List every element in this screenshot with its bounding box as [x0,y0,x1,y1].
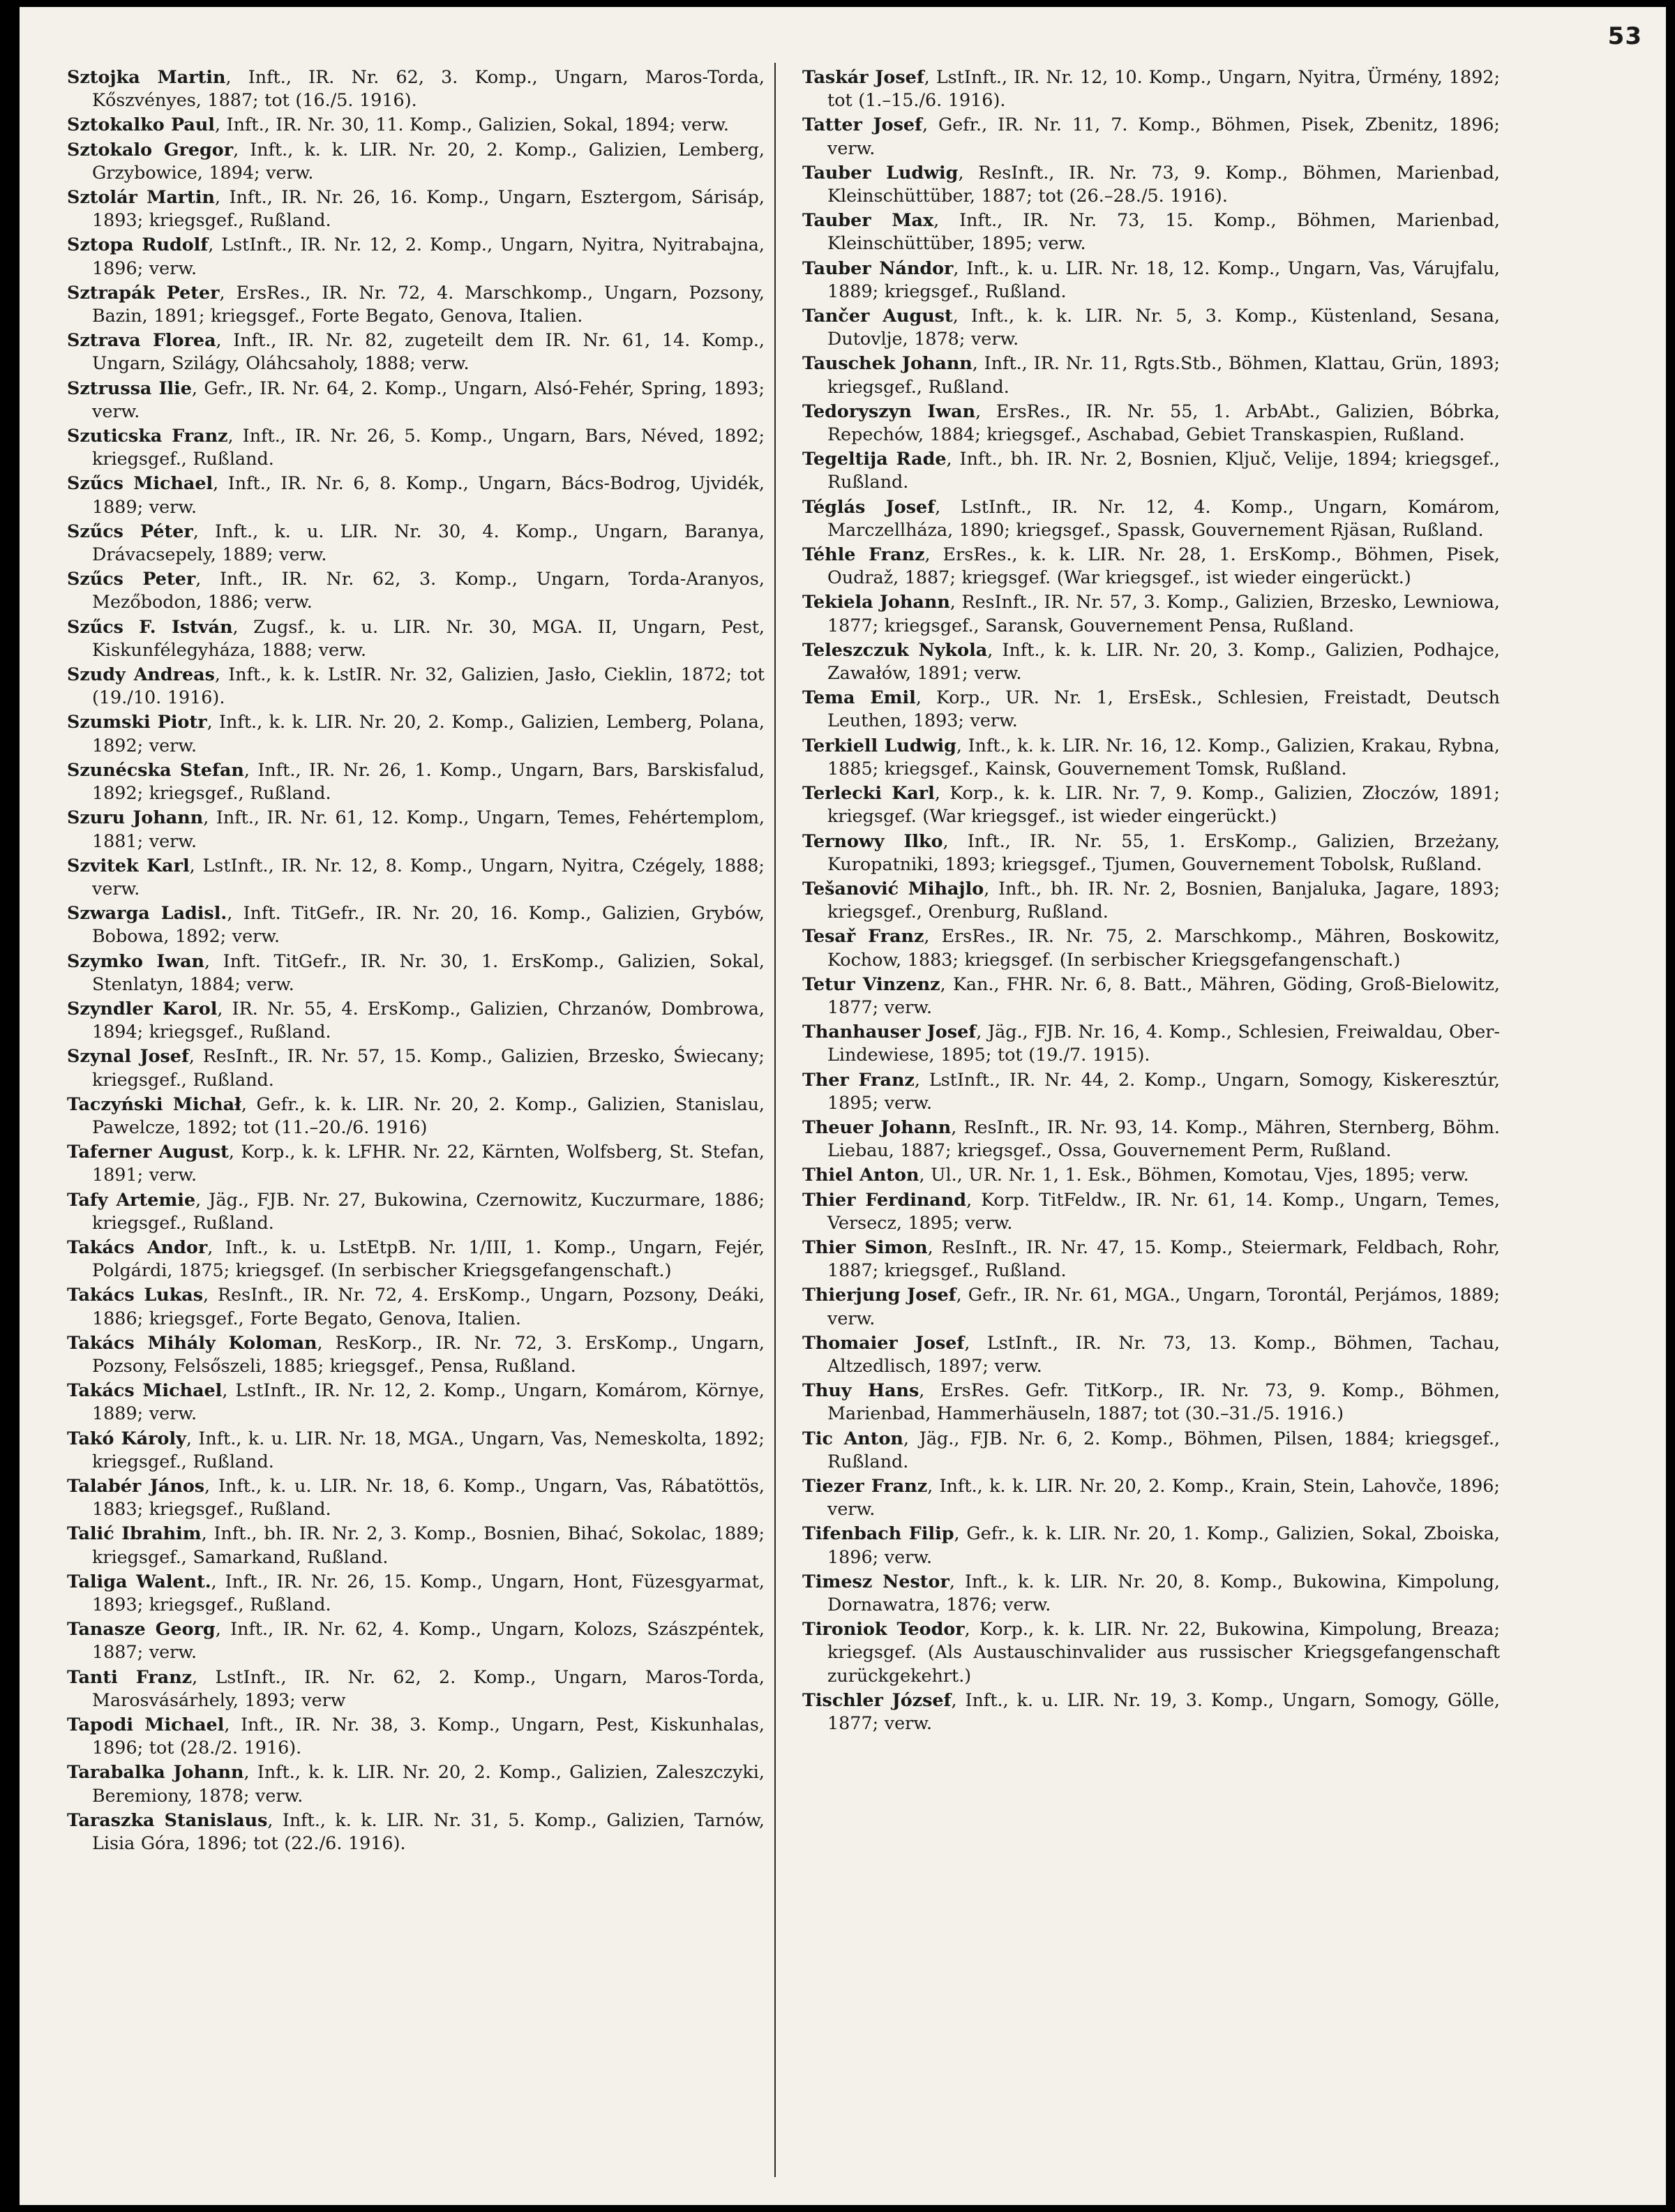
entry-details: , Korp., k. k. LIR. Nr. 22, Bukowina, Kimpolung, Breaza; kriegsgef. (Als Austauschinvalider aus russischer Kriegsgefangenschaft zurückgekehrt.) [827,1618,1500,1686]
entry-name: Sztrussa Ilie [67,377,192,398]
list-entry [802,1522,1500,1568]
entry-name: Takács Andor [67,1236,208,1257]
entry-name: Szuru Johann [67,807,204,828]
entry-name: Tatter Josef [802,114,922,135]
list-entry [802,782,1500,828]
entry-name: Sztojka Martin [67,66,226,87]
entry-details: , Inft., k. u. LIR. Nr. 19, 3. Komp., Ungarn, Somogy, Gölle, 1877; verw. [827,1689,1500,1734]
list-entry [802,495,1500,541]
list-entry [67,1713,765,1759]
entry-name: Szyndler Karol [67,997,218,1019]
entry-details: , ResInft., IR. Nr. 72, 4. ErsKomp., Ungarn, Pozsony, Deáki, 1886; kriegsgef., Forte Begato, Genova, Italien. [92,1284,765,1329]
entry-details: , Inft., k. k. LIR. Nr. 20, 8. Komp., Bukowina, Kimpolung, Dornawatra, 1876; verw. [827,1570,1501,1615]
entry-details: , ErsRes., k. k. LIR. Nr. 28, 1. ErsKomp., Böhmen, Pisek, Oudraž, 1887; kriegsgef. (War kriegsgef., ist wieder eingerückt.) [827,544,1500,588]
entry-details: , LstInft., IR. Nr. 12, 2. Komp., Ungarn, Komárom, Környe, 1889; verw. [92,1380,765,1424]
entry-details: , Inft. TitGefr., IR. Nr. 20, 16. Komp., Galizien, Grybów, Bobowa, 1892; verw. [92,902,765,947]
entry-name: Ternowy Ilko [802,830,943,851]
entry-details: , Inft., k. k. LIR. Nr. 31, 5. Komp., Galizien, Tarnów, Lisia Góra, 1896; tot (22./6. 1916). [92,1809,765,1854]
entry-name: Talabér János [67,1474,205,1496]
list-entry [67,424,765,470]
list-entry [67,1474,765,1520]
entry-name: Thier Simon [802,1236,928,1257]
entry-details: , ErsRes., IR. Nr. 75, 2. Marschkomp., Mähren, Boskowitz, Kochow, 1883; kriegsgef. (In serbischer Kriegsgefangenschaft.) [827,925,1500,970]
list-entry [67,472,765,518]
entry-name: Taraszka Stanislaus [67,1809,268,1830]
page-number: 53 [1607,22,1642,50]
entry-details: , LstInft., IR. Nr. 12, 10. Komp., Ungarn, Nyitra, Ürmény, 1892; tot (1.–15./6. 1916). [827,66,1501,111]
entry-name: Thomaier Josef [802,1331,965,1353]
list-entry [67,663,765,709]
entry-details: , Inft., k. k. LIR. Nr. 20, 2. Komp., Galizien, Lemberg, Grzybowice, 1894; verw. [92,138,765,183]
list-entry [67,1666,765,1712]
list-entry [802,1116,1500,1162]
entry-details: , ErsRes. Gefr. TitKorp., IR. Nr. 73, 9. Komp., Böhmen, Marienbad, Hammerhäuseln, 1887; tot (30.–31./5. 1916.) [827,1380,1500,1424]
entry-name: Takács Lukas [67,1284,204,1306]
entry-name: Tema Emil [802,687,916,708]
entry-details: , Inft., k. k. LIR. Nr. 20, 2. Komp., Galizien, Zaleszczyki, Beremiony, 1878; verw. [92,1761,765,1806]
entry-name: Sztrapák Peter [67,281,220,303]
entry-name: Thuy Hans [802,1380,919,1401]
entry-details: , LstInft., IR. Nr. 12, 2. Komp., Ungarn, Nyitra, Nyitrabajna, 1896; verw. [92,234,765,278]
entry-details: , ErsRes., IR. Nr. 55, 1. ArbAbt., Galizien, Bóbrka, Repechów, 1884; kriegsgef., Aschabad, Gebiet Transkaspien, Rußland. [827,400,1500,445]
entry-name: Tegeltija Rade [802,448,947,470]
entry-name: Szumski Piotr [67,711,207,733]
entry-name: Szunécska Stefan [67,758,244,780]
entry-details: , ResInft., IR. Nr. 57, 3. Komp., Galizien, Brzesko, Lewniowa, 1877; kriegsgef., Saransk, Gouvernement Pensa, Rußland. [827,591,1500,636]
entry-details: , Korp., k. k. LIR. Nr. 7, 9. Komp., Galizien, Złoczów, 1891; kriegsgef. (War kriegsgef., ist wieder eingerückt.) [827,782,1500,827]
entry-name: Tarabalka Johann [67,1761,244,1783]
entry-details: , Inft., k. u. LIR. Nr. 18, 6. Komp., Ungarn, Vas, Rábatöttös, 1883; kriegsgef., Rußland. [92,1474,765,1520]
list-entry [67,710,765,756]
entry-details: , Inft., IR. Nr. 73, 15. Komp., Böhmen, Marienbad, Kleinschüttüber, 1895; verw. [827,209,1500,254]
list-entry [802,1379,1500,1425]
entry-details: , ErsRes., IR. Nr. 72, 4. Marschkomp., Ungarn, Pozsony, Bazin, 1891; kriegsgef., Forte Begato, Genova, Italien. [92,281,765,327]
entry-name: Szvitek Karl [67,854,190,876]
entry-details: , Inft., k. k. LstIR. Nr. 32, Galizien, Jasło, Cieklin, 1872; tot (19./10. 1916). [92,664,765,708]
list-entry [67,66,765,112]
list-entry [802,1331,1500,1377]
list-entry [802,209,1500,255]
list-entry [802,1427,1500,1473]
entry-details: , Inft., IR. Nr. 6, 8. Komp., Ungarn, Bács-Bodrog, Ujvidék, 1889; verw. [92,472,765,517]
list-entry [67,1379,765,1425]
list-entry [67,1045,765,1091]
entry-details: , LstInft., IR. Nr. 44, 2. Komp., Ungarn, Somogy, Kiskeresztúr, 1895; verw. [827,1068,1500,1113]
entry-details: , Inft., IR. Nr. 62, 3. Komp., Ungarn, Maros-Torda, Kőszvényes, 1887; tot (16./5. 1916). [92,66,765,111]
entry-details: , Inft., k. u. LIR. Nr. 30, 4. Komp., Ungarn, Baranya, Drávacsepely, 1889; verw. [92,520,765,565]
list-entry [67,567,765,613]
list-entry [67,950,765,996]
entry-name: Takács Mihály Koloman [67,1331,317,1353]
entry-details: , Zugsf., k. u. LIR. Nr. 30, MGA. II, Ungarn, Pest, Kiskunfélegyháza, 1888; verw. [92,615,765,660]
entry-details: , LstInft., IR. Nr. 12, 8. Komp., Ungarn, Nyitra, Czégely, 1888; verw. [92,854,765,899]
entry-details: , Gefr., IR. Nr. 64, 2. Komp., Ungarn, Alsó-Fehér, Spring, 1893; verw. [92,377,765,421]
entry-name: Thiel Anton [802,1164,919,1186]
entry-name: Takó Károly [67,1427,186,1449]
list-entry [67,1283,765,1329]
entry-details: , Inft., k. u. LIR. Nr. 18, 12. Komp., Ungarn, Vas, Várujfalu, 1889; kriegsgef., Rußland. [827,257,1501,301]
list-entry [67,1761,765,1807]
entry-name: Szymko Iwan [67,950,205,971]
right-column [802,66,1500,1736]
list-entry [802,352,1500,398]
column-divider [774,63,776,2177]
list-entry [802,590,1500,636]
entry-details: , Inft., IR. Nr. 26, 16. Komp., Ungarn, Esztergom, Sárisáp, 1893; kriegsgef., Rußland. [92,186,765,231]
entry-name: Szynal Josef [67,1045,189,1067]
entry-details: , ResInft., IR. Nr. 93, 14. Komp., Mähren, Sternberg, Böhm. Liebau, 1887; kriegsgef., Ossa, Gouvernement Perm, Rußland. [827,1116,1501,1161]
entry-name: Sztokalo Gregor [67,138,234,160]
entry-name: Tančer August [802,305,953,327]
entry-name: Teleszczuk Nykola [802,638,988,660]
list-entry [802,830,1500,876]
list-entry [802,1236,1500,1282]
entry-name: Sztokalko Paul [67,114,215,135]
entry-name: Takács Michael [67,1380,223,1401]
list-entry [802,113,1500,159]
entry-details: , Kan., FHR. Nr. 6, 8. Batt., Mähren, Göding, Groß-Bielowitz, 1877; verw. [827,973,1500,1017]
list-entry [67,997,765,1043]
entry-name: Tetur Vinzenz [802,973,940,994]
entry-details: , Inft., IR. Nr. 38, 3. Komp., Ungarn, Pest, Kiskunhalas, 1896; tot (28./2. 1916). [92,1714,765,1758]
entry-details: , Inft., IR. Nr. 82, zugeteilt dem IR. Nr. 61, 14. Komp., Ungarn, Szilágy, Oláhcsaholy, 1888; verw. [92,329,765,374]
entry-details: , Inft. TitGefr., IR. Nr. 30, 1. ErsKomp., Galizien, Sokal, Stenlatyn, 1884; verw. [92,950,765,994]
entry-name: Tic Anton [802,1427,903,1449]
entry-name: Tanti Franz [67,1666,193,1687]
list-entry [802,1570,1500,1616]
entry-name: Tauber Nándor [802,257,954,278]
list-entry [67,281,765,327]
entry-name: Talić Ibrahim [67,1523,202,1544]
entry-details: , Korp., k. k. LFHR. Nr. 22, Kärnten, Wolfsberg, St. Stefan, 1891; verw. [92,1141,765,1186]
entry-name: Taczyński Michał [67,1093,241,1114]
list-entry [67,233,765,279]
entry-details: , Inft., k. k. LIR. Nr. 20, 3. Komp., Galizien, Podhajce, Zawałów, 1891; verw. [827,638,1500,684]
entry-name: Szűcs F. István [67,615,233,637]
entry-name: Theuer Johann [802,1116,952,1137]
list-entry [802,1689,1500,1735]
entry-name: Thanhauser Josef [802,1021,977,1043]
entry-name: Thier Ferdinand [802,1188,967,1210]
list-entry [67,902,765,948]
list-entry [802,1617,1500,1687]
entry-details: , Inft., bh. IR. Nr. 2, Bosnien, Ključ, Velije, 1894; kriegsgef., Rußland. [827,448,1500,493]
entry-details: , Inft., IR. Nr. 61, 12. Komp., Ungarn, Temes, Fehértemplom, 1881; verw. [92,807,765,851]
list-entry [67,329,765,375]
list-entry [67,1427,765,1473]
entry-details: , Inft., IR. Nr. 30, 11. Komp., Galizien, Sokal, 1894; verw. [214,114,729,135]
entry-name: Tekiela Johann [802,591,950,613]
entry-details: , ResInft., IR. Nr. 57, 15. Komp., Galizien, Brzesko, Świecany; kriegsgef., Rußland. [92,1045,765,1090]
entry-details: , Inft., k. k. LIR. Nr. 20, 2. Komp., Krain, Stein, Lahovče, 1896; verw. [827,1474,1500,1520]
list-entry [802,1020,1500,1066]
entry-name: Thierjung Josef [802,1284,956,1306]
entry-details: , ResKorp., IR. Nr. 72, 3. ErsKomp., Ungarn, Pozsony, Felsőszeli, 1885; kriegsgef., Pensa, Rußland. [92,1331,765,1376]
entry-details: , Inft., IR. Nr. 62, 3. Komp., Ungarn, Torda-Aranyos, Mezőbodon, 1886; verw. [92,568,765,613]
list-entry [67,615,765,662]
entry-details: , Inft., k. u. LstEtpB. Nr. 1/III, 1. Komp., Ungarn, Fejér, Polgárdi, 1875; kriegsgef. (In serbischer Kriegsgefangenschaft.) [92,1236,765,1281]
entry-name: Tanasze Georg [67,1618,216,1640]
entry-details: , Gefr., IR. Nr. 61, MGA., Ungarn, Torontál, Perjámos, 1889; verw. [827,1284,1500,1329]
list-entry [802,543,1500,589]
list-entry [802,1163,1500,1186]
list-entry [802,447,1500,493]
entry-details: , Jäg., FJB. Nr. 6, 2. Komp., Böhmen, Pilsen, 1884; kriegsgef., Rußland. [827,1427,1500,1472]
entry-details: , Jäg., FJB. Nr. 27, Bukowina, Czernowitz, Kuczurmare, 1886; kriegsgef., Rußland. [92,1188,765,1233]
entry-details: , Inft., IR. Nr. 62, 4. Komp., Ungarn, Kolozs, Szászpéntek, 1887; verw. [92,1618,765,1663]
list-entry [67,1140,765,1186]
entry-name: Szudy Andreas [67,664,215,685]
entry-name: Sztrava Florea [67,329,216,351]
entry-details: , Inft., k. k. LIR. Nr. 16, 12. Komp., Galizien, Krakau, Rybna, 1885; kriegsgef., Kainsk, Gouvernement Tomsk, Rußland. [827,734,1501,779]
entry-details: , Gefr., k. k. LIR. Nr. 20, 1. Komp., Galizien, Sokal, Zboiska, 1896; verw. [827,1523,1500,1567]
entry-name: Tauber Max [802,209,934,231]
entry-details: , Ul., UR. Nr. 1, 1. Esk., Böhmen, Komotau, Vjes, 1895; verw. [919,1164,1469,1186]
entry-name: Tironiok Teodor [802,1618,965,1640]
entry-details: , Korp. TitFeldw., IR. Nr. 61, 14. Komp., Ungarn, Temes, Versecz, 1895; verw. [827,1188,1500,1233]
entry-name: Timesz Nestor [802,1570,949,1592]
entry-details: , LstInft., IR. Nr. 73, 13. Komp., Böhmen, Tachau, Altzedlisch, 1897; verw. [827,1331,1501,1376]
list-entry [802,257,1500,303]
entry-name: Taferner August [67,1141,229,1163]
entry-name: Szuticska Franz [67,425,228,447]
entry-name: Tesař Franz [802,925,924,947]
entry-name: Téhle Franz [802,544,925,565]
entry-name: Ther Franz [802,1068,915,1090]
entry-details: , Gefr., k. k. LIR. Nr. 20, 2. Komp., Galizien, Stanislau, Pawelcze, 1892; tot (11.–20./6. 1916) [92,1093,765,1137]
entry-details: , Inft., k. u. LIR. Nr. 18, MGA., Ungarn, Vas, Nemeskolta, 1892; kriegsgef., Rußland. [92,1427,765,1472]
entry-name: Téglás Josef [802,495,936,517]
entry-details: , Inft., bh. IR. Nr. 2, 3. Komp., Bosnien, Bihać, Sokolac, 1889; kriegsgef., Samarkand, Rußland. [92,1523,765,1567]
list-entry [67,520,765,566]
document-page [20,7,1666,2205]
list-entry [67,1093,765,1139]
list-entry [802,1188,1500,1234]
entry-name: Szwarga Ladisl. [67,902,227,924]
list-entry [802,400,1500,446]
list-entry [67,1617,765,1664]
entry-name: Szűcs Peter [67,568,196,590]
entry-name: Szűcs Péter [67,520,193,541]
list-entry [802,304,1500,350]
list-entry [67,758,765,805]
entry-details: , ResInft., IR. Nr. 47, 15. Komp., Steiermark, Feldbach, Rohr, 1887; kriegsgef., Rußland. [827,1236,1500,1281]
list-entry [802,877,1500,923]
entry-name: Tafy Artemie [67,1188,196,1210]
entry-name: Tiezer Franz [802,1474,928,1496]
list-entry [67,806,765,852]
list-entry [67,138,765,184]
entry-name: Taliga Walent. [67,1570,211,1592]
entry-details: , ResInft., IR. Nr. 73, 9. Komp., Böhmen, Marienbad, Kleinschüttüber, 1887; tot (26.–28./5. 1916). [827,161,1500,207]
list-entry [67,1522,765,1568]
entry-name: Tapodi Michael [67,1714,225,1735]
list-entry [67,854,765,900]
entry-name: Tešanović Mihajlo [802,877,984,899]
entry-details: , Inft., bh. IR. Nr. 2, Bosnien, Banjaluka, Jagare, 1893; kriegsgef., Orenburg, Rußland. [827,877,1500,922]
entry-name: Terlecki Karl [802,782,935,804]
list-entry [802,1283,1500,1329]
entry-name: Sztopa Rudolf [67,234,209,255]
entry-details: , LstInft., IR. Nr. 12, 4. Komp., Ungarn, Komárom, Marczellháza, 1890; kriegsgef., Spassk, Gouvernement Rjäsan, Rußland. [827,495,1500,540]
entry-name: Szűcs Michael [67,472,213,494]
list-entry [67,1809,765,1855]
entry-details: , Inft., k. k. LIR. Nr. 20, 2. Komp., Galizien, Lemberg, Polana, 1892; verw. [92,711,765,756]
entry-name: Tifenbach Filip [802,1523,954,1544]
list-entry [802,686,1500,732]
entry-details: , Inft., IR. Nr. 26, 5. Komp., Ungarn, Bars, Néved, 1892; kriegsgef., Rußland. [92,425,765,470]
list-entry [67,1570,765,1616]
list-entry [67,113,765,136]
entry-name: Tedoryszyn Iwan [802,400,976,421]
list-entry [802,734,1500,780]
entry-details: , Inft., k. k. LIR. Nr. 5, 3. Komp., Küstenland, Sesana, Dutovlje, 1878; verw. [827,305,1500,350]
list-entry [802,1068,1500,1114]
list-entry [802,161,1500,207]
list-entry [67,1236,765,1282]
entry-name: Tischler József [802,1689,952,1710]
list-entry [802,1474,1500,1520]
entry-name: Taskár Josef [802,66,924,87]
entry-details: , Inft., IR. Nr. 11, Rgts.Stb., Böhmen, Klattau, Grün, 1893; kriegsgef., Rußland. [827,352,1500,397]
entry-details: , Inft., IR. Nr. 55, 1. ErsKomp., Galizien, Brzeżany, Kuropatniki, 1893; kriegsgef., Tjumen, Gouvernement Tobolsk, Rußland. [827,830,1500,874]
entry-details: , Gefr., IR. Nr. 11, 7. Komp., Böhmen, Pisek, Zbenitz, 1896; verw. [827,114,1500,158]
entry-details: , Korp., UR. Nr. 1, ErsEsk., Schlesien, Freistadt, Deutsch Leuthen, 1893; verw. [827,687,1500,731]
entry-name: Tauber Ludwig [802,161,959,183]
entry-name: Sztolár Martin [67,186,216,208]
list-entry [67,1331,765,1377]
left-column [67,66,765,1856]
entry-name: Terkiell Ludwig [802,734,956,756]
entry-details: , Inft., IR. Nr. 26, 15. Komp., Ungarn, Hont, Füzesgyarmat, 1893; kriegsgef., Rußland. [92,1570,765,1615]
entry-details: , IR. Nr. 55, 4. ErsKomp., Galizien, Chrzanów, Dombrowa, 1894; kriegsgef., Rußland. [92,997,765,1043]
entry-details: , Jäg., FJB. Nr. 16, 4. Komp., Schlesien, Freiwaldau, Ober-Lindewiese, 1895; tot (19./7. 1915). [827,1021,1500,1066]
entry-name: Tauschek Johann [802,352,972,374]
list-entry [67,186,765,232]
list-entry [802,66,1500,112]
list-entry [802,638,1500,685]
list-entry [67,1188,765,1234]
entry-details: , LstInft., IR. Nr. 62, 2. Komp., Ungarn, Maros-Torda, Marosvásárhely, 1893; verw [92,1666,765,1710]
list-entry [802,925,1500,971]
list-entry [67,377,765,423]
list-entry [802,973,1500,1019]
entry-details: , Inft., IR. Nr. 26, 1. Komp., Ungarn, Bars, Barskisfalud, 1892; kriegsgef., Rußland. [92,758,765,804]
